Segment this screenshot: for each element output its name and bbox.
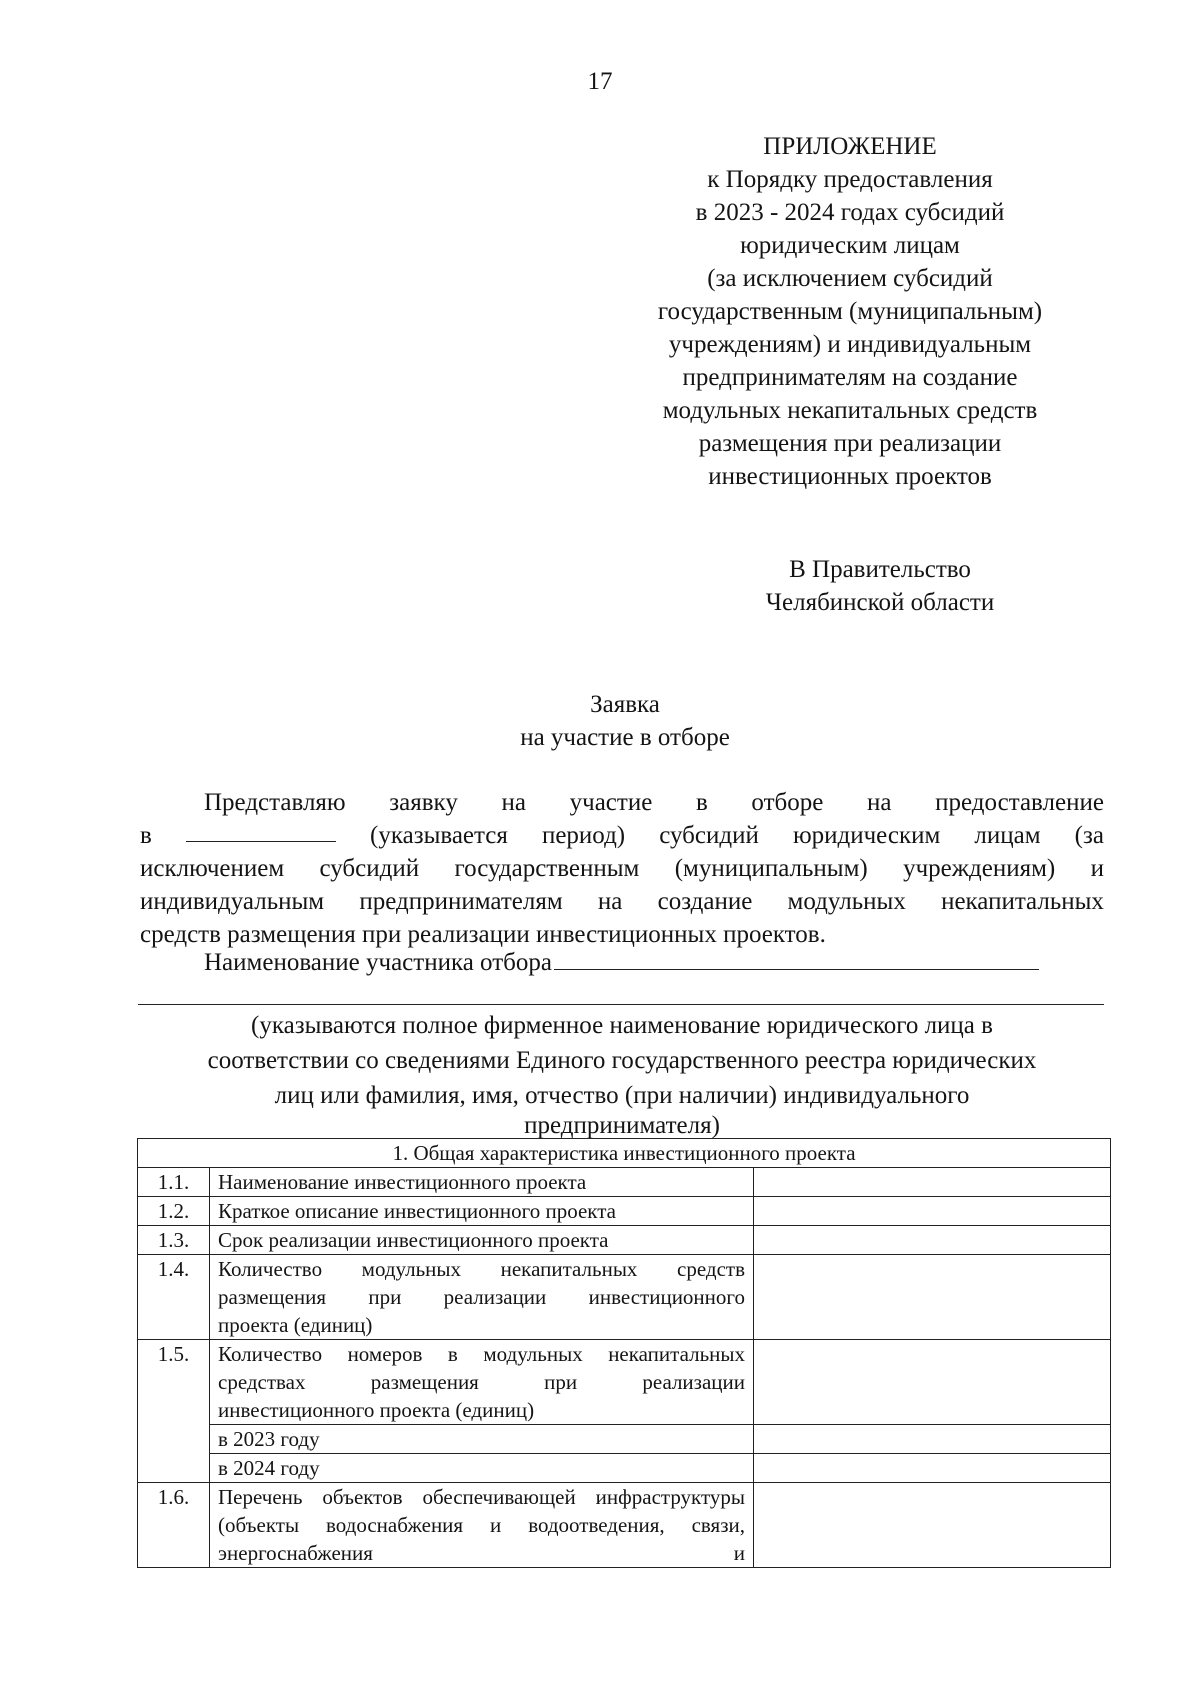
appendix-line: к Порядку предоставления bbox=[707, 166, 993, 193]
table-subrow bbox=[138, 1454, 1111, 1483]
table-section-header bbox=[138, 1139, 1111, 1168]
row-description: в 2023 году bbox=[210, 1425, 754, 1454]
row-value-cell bbox=[754, 1226, 1111, 1255]
row-number: 1.5. bbox=[138, 1340, 210, 1483]
note-line: лиц или фамилия, имя, отчество (при наличии) индивидуального bbox=[274, 1082, 970, 1109]
row-value-cell bbox=[754, 1255, 1111, 1340]
appendix-line: предпринимателям на создание bbox=[682, 364, 1018, 391]
row-value-cell bbox=[754, 1483, 1111, 1568]
appendix-line: размещения при реализации bbox=[698, 430, 1002, 457]
appendix-line: учреждениям) и индивидуальным bbox=[668, 331, 1032, 358]
row-number: 1.3. bbox=[138, 1226, 210, 1255]
table-row bbox=[138, 1197, 1111, 1226]
note-line: (указываются полное фирменное наименование юридического лица в bbox=[251, 1012, 993, 1039]
row-number: 1.4. bbox=[138, 1255, 210, 1340]
appendix-line: государственным (муниципальным) bbox=[657, 298, 1043, 325]
participant-name-blank bbox=[554, 947, 1039, 970]
table-row bbox=[138, 1168, 1111, 1197]
note-line: соответствии со сведениями Единого государственного реестра юридических bbox=[207, 1047, 1037, 1074]
body-line-4: индивидуальным предпринимателям на создание модульных некапитальных bbox=[140, 888, 1104, 915]
body-line-5: средств размещения при реализации инвестиционных проектов. bbox=[140, 921, 826, 948]
table-subrow bbox=[138, 1425, 1111, 1454]
title-line: на участие в отборе bbox=[520, 724, 730, 751]
appendix-line: модульных некапитальных средств bbox=[662, 397, 1038, 424]
row-value-cell bbox=[754, 1340, 1111, 1425]
appendix-line: юридическим лицам bbox=[740, 232, 960, 259]
appendix-line: (за исключением субсидий bbox=[707, 265, 993, 292]
appendix-block bbox=[640, 130, 1060, 493]
row-value-cell bbox=[754, 1425, 1111, 1454]
title-line: Заявка bbox=[590, 691, 660, 718]
note-line: предпринимателя) bbox=[524, 1112, 720, 1139]
row-value-cell bbox=[754, 1197, 1111, 1226]
appendix-line: инвестиционных проектов bbox=[708, 463, 992, 490]
addressee-line: В Правительство bbox=[789, 556, 971, 583]
table-row bbox=[138, 1226, 1111, 1255]
row-value-cell bbox=[754, 1454, 1111, 1483]
row-description: Количество модульных некапитальных средств размещения при реализации инвестиционного проекта (единиц) bbox=[210, 1255, 754, 1340]
addressee bbox=[740, 553, 1020, 619]
participant-name-label: Наименование участника отбора bbox=[204, 949, 552, 976]
row-number: 1.2. bbox=[138, 1197, 210, 1226]
participant-name-rule bbox=[138, 1004, 1104, 1005]
table-row bbox=[138, 1255, 1111, 1340]
row-number: 1.1. bbox=[138, 1168, 210, 1197]
row-description: Количество номеров в модульных некапитальных средствах размещения при реализации инвестиционного проекта (единиц) bbox=[210, 1340, 754, 1425]
document-title bbox=[0, 688, 1200, 754]
table-row bbox=[138, 1340, 1111, 1425]
row-description: Краткое описание инвестиционного проекта bbox=[210, 1197, 754, 1226]
period-blank bbox=[186, 819, 336, 842]
row-number: 1.6. bbox=[138, 1483, 210, 1568]
appendix-heading: ПРИЛОЖЕНИЕ bbox=[763, 133, 937, 160]
section-title: 1. Общая характеристика инвестиционного проекта bbox=[138, 1139, 1111, 1168]
row-value-cell bbox=[754, 1168, 1111, 1197]
appendix-line: в 2023 - 2024 годах субсидий bbox=[695, 199, 1005, 226]
participant-name-line bbox=[204, 946, 1039, 979]
row-description: в 2024 году bbox=[210, 1454, 754, 1483]
project-table bbox=[137, 1138, 1111, 1568]
body-line-1: Представляю заявку на участие в отборе на предоставление bbox=[204, 789, 1104, 816]
row-description: Срок реализации инвестиционного проекта bbox=[210, 1226, 754, 1255]
page-number: 17 bbox=[587, 68, 613, 95]
body-line-3: исключением субсидий государственным (муниципальным) учреждениям) и bbox=[140, 855, 1104, 882]
table-row bbox=[138, 1483, 1111, 1568]
body-line-2: в (указывается период) субсидий юридическим лицам (за bbox=[140, 819, 1104, 852]
addressee-line: Челябинской области bbox=[765, 589, 995, 616]
participant-name-note bbox=[140, 1008, 1104, 1138]
row-description: Перечень объектов обеспечивающей инфраструктуры (объекты водоснабжения и водоотведения, связи, энергоснабжения и bbox=[210, 1483, 754, 1568]
row-description: Наименование инвестиционного проекта bbox=[210, 1168, 754, 1197]
